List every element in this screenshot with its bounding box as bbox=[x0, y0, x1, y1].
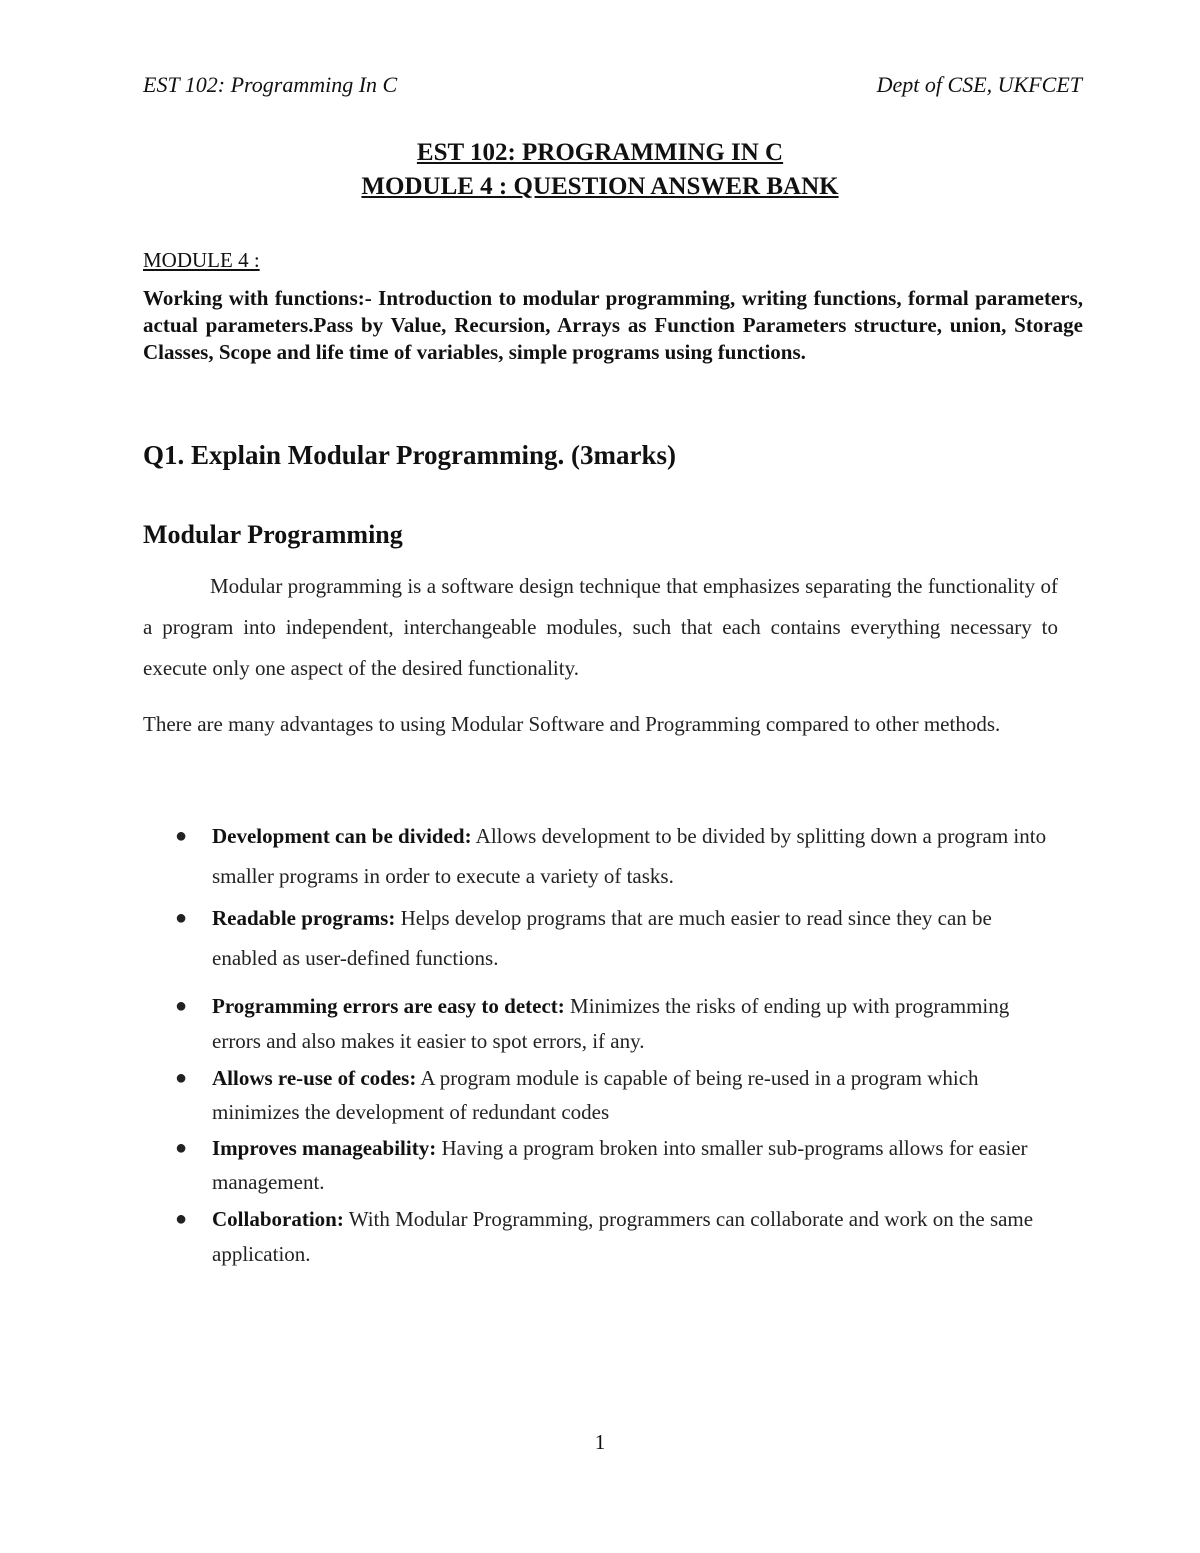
list-item bbox=[175, 1202, 1060, 1272]
list-item-text: Having a program broken into smaller sub-programs allows for easier management. bbox=[212, 1136, 1028, 1194]
list-item-term: Development can be divided: bbox=[212, 824, 472, 848]
module-heading: MODULE 4 : bbox=[143, 248, 260, 272]
page-number: 1 bbox=[594, 1430, 606, 1454]
document-title bbox=[0, 136, 1200, 204]
list-item bbox=[175, 1061, 1060, 1129]
list-item bbox=[175, 816, 1060, 896]
list-item-term: Programming errors are easy to detect: bbox=[212, 994, 565, 1018]
title-line-1: EST 102: PROGRAMMING IN C bbox=[416, 139, 784, 166]
running-header-right: Dept of CSE, UKFCET bbox=[876, 72, 1082, 97]
bullet-icon: ● bbox=[175, 1208, 188, 1230]
list-item-term: Collaboration: bbox=[212, 1207, 344, 1231]
running-header-left: EST 102: Programming In C bbox=[143, 72, 398, 97]
paragraph-advantages-intro: There are many advantages to using Modular Software and Programming compared to other methods. bbox=[143, 712, 1001, 736]
list-item-text: With Modular Programming, programmers can collaborate and work on the same application. bbox=[212, 1207, 1034, 1266]
list-item-term: Improves manageability: bbox=[212, 1136, 437, 1160]
bullet-icon: ● bbox=[175, 907, 188, 929]
list-item-term: Allows re-use of codes: bbox=[212, 1066, 417, 1090]
list-item bbox=[175, 898, 1060, 978]
list-item bbox=[175, 989, 1060, 1059]
list-item-text: Minimizes the risks of ending up with programming errors and also makes it easier to spot errors, if any. bbox=[212, 994, 1010, 1053]
bullet-icon: ● bbox=[175, 825, 188, 847]
paragraph-definition: Modular programming is a software design technique that emphasizes separating the functionality of a program into independent, interchangeable modules, such that each contains everything necessary to execute only one aspect of the desired functionality. bbox=[143, 574, 1058, 680]
bullet-icon: ● bbox=[175, 1067, 188, 1089]
list-item-text: Allows development to be divided by splitting down a program into smaller programs in order to execute a variety of tasks. bbox=[212, 824, 1047, 888]
question-heading: Q1. Explain Modular Programming. (3marks) bbox=[143, 440, 677, 470]
list-item-text: Helps develop programs that are much easier to read since they can be enabled as user-defined functions. bbox=[212, 906, 992, 970]
list-item bbox=[175, 1131, 1060, 1199]
title-line-2: MODULE 4 : QUESTION ANSWER BANK bbox=[361, 173, 839, 200]
bullet-icon: ● bbox=[175, 995, 188, 1017]
bullet-icon: ● bbox=[175, 1137, 188, 1159]
list-item-text: A program module is capable of being re-used in a program which minimizes the development of redundant codes bbox=[212, 1066, 979, 1124]
section-subheading: Modular Programming bbox=[143, 520, 403, 549]
module-syllabus: Working with functions:- Introduction to modular programming, writing functions, formal parameters, actual parameters.Pass by Value, Recursion, Arrays as Function Parameters structure, union, Storage Classes, Scope and life time of variables, simple programs using functions. bbox=[143, 286, 1083, 364]
list-item-term: Readable programs: bbox=[212, 906, 396, 930]
